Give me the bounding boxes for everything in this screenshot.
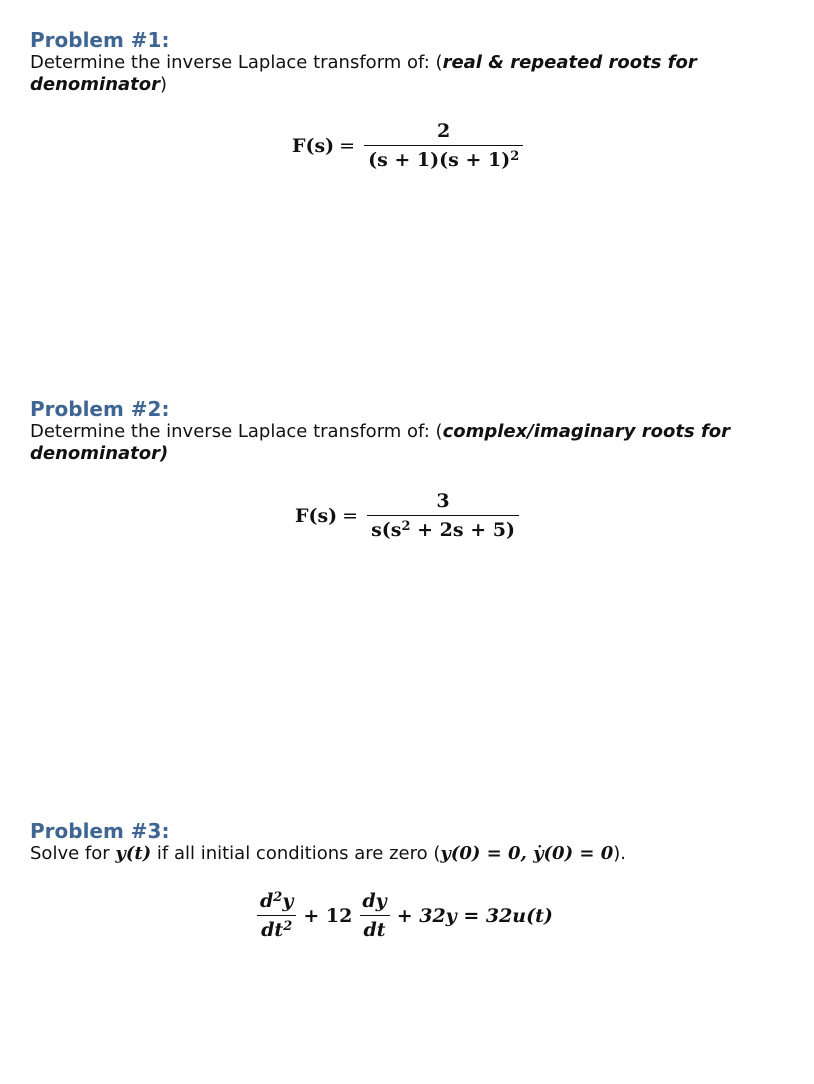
problem-3-desc-prefix: Solve for [30, 843, 116, 864]
problem-1-desc-suffix: ) [160, 74, 168, 95]
numerator-d: d [260, 890, 274, 912]
numerator [254, 890, 299, 915]
equals-sign: = [339, 134, 356, 157]
problem-2 [30, 397, 790, 465]
problem-1-equation [292, 120, 527, 171]
numerator-exponent: 2 [273, 890, 283, 905]
denominator [257, 915, 296, 941]
problem-1-desc-emphasis: real & repeated roots for denominator [30, 52, 697, 95]
problem-3-equation [254, 890, 553, 941]
problem-3 [30, 819, 790, 865]
problem-3-desc-middle: if all initial conditions are zero ( [151, 843, 441, 864]
denominator-exponent: 2 [283, 919, 293, 934]
fraction [367, 490, 519, 541]
equals-sign: = [342, 504, 359, 527]
fraction [364, 120, 523, 171]
denominator [367, 515, 519, 541]
first-derivative-fraction [356, 890, 392, 941]
problem-3-description [30, 843, 790, 865]
denominator: dt [360, 915, 390, 941]
problem-3-title: Problem #3: [30, 819, 170, 843]
problem-2-desc-emphasis: complex/imaginary roots for denominator) [30, 421, 731, 464]
numerator: 3 [436, 490, 450, 512]
equation-rest: + 32y = 32u(t) [396, 904, 553, 927]
denominator-exponent: 2 [401, 519, 411, 534]
numerator: dy [362, 890, 387, 912]
plus-twelve: + 12 [303, 904, 353, 927]
second-derivative-fraction [254, 890, 299, 941]
denominator-text: (s + 1)(s + 1) [368, 149, 511, 171]
problem-2-title: Problem #2: [30, 397, 170, 421]
problem-3-variable: y(t) [115, 843, 152, 864]
problem-1-description [30, 52, 790, 96]
denominator-exponent: 2 [510, 149, 520, 164]
denominator-part-b: + 2s + 5) [410, 519, 515, 541]
problem-1-desc-prefix: Determine the inverse Laplace transform of: ( [30, 52, 443, 73]
problem-2-description [30, 421, 790, 465]
numerator-variable: y [282, 890, 294, 912]
problem-3-desc-suffix: ). [613, 843, 626, 864]
denominator-part-a: s(s [371, 519, 402, 541]
equation-lhs: F(s) [292, 134, 335, 157]
problem-1 [30, 28, 790, 96]
numerator: 2 [437, 120, 451, 142]
equation-lhs: F(s) [295, 504, 338, 527]
problem-3-initial-conditions: y(0) = 0, ẏ(0) = 0 [440, 843, 614, 864]
problem-2-desc-prefix: Determine the inverse Laplace transform of: ( [30, 421, 443, 442]
problem-1-title: Problem #1: [30, 28, 170, 52]
problem-2-equation [295, 490, 523, 541]
denominator [364, 145, 523, 171]
denominator-text: dt [261, 919, 284, 941]
